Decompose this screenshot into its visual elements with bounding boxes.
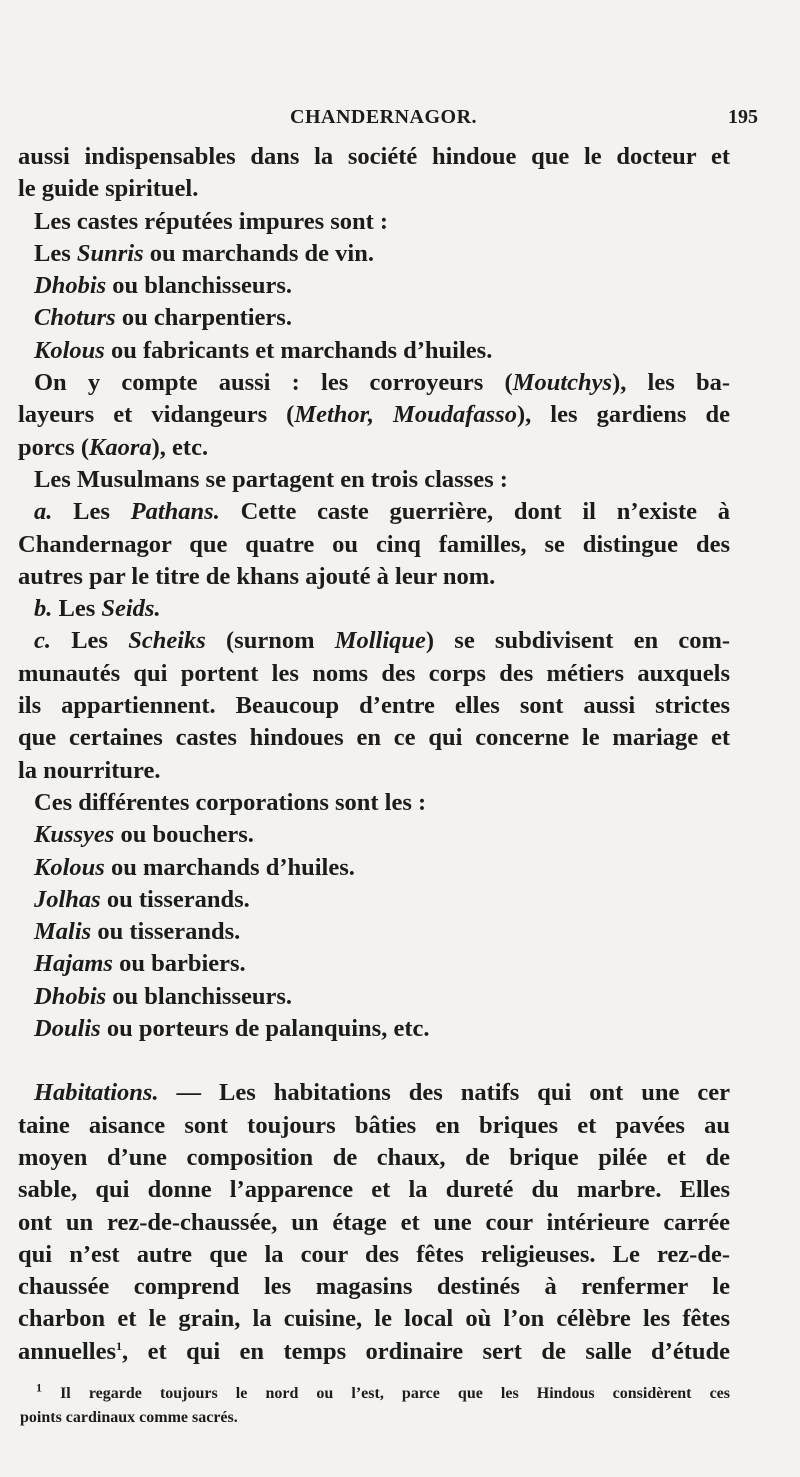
text-run: points cardinaux comme sacrés. xyxy=(20,1409,238,1426)
text-run: Les xyxy=(51,627,129,655)
text-run: , et qui en temps ordinaire sert de salle d’étude xyxy=(122,1337,730,1365)
text-run: moyen d’une composition de chaux, de brique pilée et de xyxy=(18,1143,730,1171)
text-line xyxy=(18,1142,730,1174)
text-run: On y compte aussi : les corroyeurs ( xyxy=(34,369,513,397)
text-line xyxy=(18,658,730,690)
page-number: 195 xyxy=(728,106,758,128)
text-run: ou blanchisseurs. xyxy=(106,272,293,300)
italic-term: Seids. xyxy=(101,595,161,623)
italic-term: Kussyes xyxy=(34,821,115,849)
italic-term: Mollique xyxy=(334,627,426,655)
text-run: ou tisserands. xyxy=(91,918,241,946)
text-run: Ces différentes corporations sont les : xyxy=(34,788,427,816)
footnote-line xyxy=(20,1382,730,1406)
text-line xyxy=(18,561,730,593)
text-run: qui n’est autre que la cour des fêtes religieuses. Le rez-de- xyxy=(18,1240,730,1268)
text-line xyxy=(18,270,730,302)
text-line xyxy=(18,884,730,916)
italic-term: Methor, Moudafasso xyxy=(294,401,517,429)
text-line xyxy=(18,1013,730,1045)
footnote-marker: 1 xyxy=(116,1338,123,1353)
italic-term: Kolous xyxy=(34,853,105,881)
text-run: ou tisserands. xyxy=(100,885,250,913)
italic-term: Kolous xyxy=(34,336,105,364)
text-run: ils appartiennent. Beaucoup d’entre elles sont aussi strictes xyxy=(18,692,730,720)
text-run: porcs ( xyxy=(18,433,89,461)
text-run: la nourriture. xyxy=(18,756,161,784)
footnote-marker: 1 xyxy=(36,1382,42,1395)
italic-term: Pathans. xyxy=(130,498,220,526)
text-run: Les xyxy=(52,498,131,526)
text-run: layeurs et vidangeurs ( xyxy=(18,401,295,429)
text-run: ), les gardiens de xyxy=(516,401,730,429)
page-header xyxy=(0,106,800,136)
text-run: chaussée comprend les magasins destinés à renfermer le xyxy=(18,1273,730,1301)
text-run: sable, qui donne l’apparence et la dureté du marbre. Elles xyxy=(18,1176,730,1204)
text-run: Les castes réputées impures sont : xyxy=(34,207,389,235)
text-run: taine aisance sont toujours bâties en briques et pavées au xyxy=(18,1111,730,1139)
italic-term: Habitations. xyxy=(34,1079,159,1107)
text-line xyxy=(18,302,730,334)
text-line xyxy=(18,916,730,948)
text-run: ou barbiers. xyxy=(112,950,246,978)
text-line xyxy=(18,1174,730,1206)
text-line xyxy=(18,755,730,787)
text-line xyxy=(18,529,730,561)
footnotes xyxy=(20,1382,730,1430)
text-line xyxy=(18,625,730,657)
text-line xyxy=(18,1239,730,1271)
italic-term: Kaora xyxy=(89,433,152,461)
text-run: ou marchands de vin. xyxy=(143,239,374,267)
text-run: ou porteurs de palanquins, etc. xyxy=(100,1015,430,1043)
text-run: ou charpentiers. xyxy=(115,304,292,332)
text-run: ), etc. xyxy=(151,433,209,461)
text-line xyxy=(18,852,730,884)
text-run: (surnom xyxy=(205,627,335,655)
text-run: munautés qui portent les noms des corps des métiers auxquels xyxy=(18,659,730,687)
text-run: aussi indispensables dans la société hindoue que le docteur et xyxy=(18,143,730,170)
text-line xyxy=(18,948,730,980)
text-line xyxy=(18,690,730,722)
text-line xyxy=(18,1303,730,1335)
text-line xyxy=(18,1110,730,1142)
text-run: Cette caste guerrière, dont il n’existe à xyxy=(219,498,730,526)
text-line xyxy=(18,981,730,1013)
italic-term: Moutchys xyxy=(512,369,613,397)
italic-term: Jolhas xyxy=(34,885,101,913)
text-line xyxy=(18,593,730,625)
text-run: ) se subdivisent en com- xyxy=(425,627,730,655)
text-line xyxy=(18,1336,730,1368)
body-text xyxy=(18,141,730,1368)
text-run: annuelles xyxy=(18,1337,117,1365)
italic-term: Hajams xyxy=(34,950,113,978)
italic-term: a. xyxy=(34,498,53,526)
text-line xyxy=(18,722,730,754)
text-line xyxy=(18,1271,730,1303)
text-line xyxy=(18,1077,730,1109)
text-line xyxy=(18,335,730,367)
italic-term: Scheiks xyxy=(128,627,206,655)
italic-term: Malis xyxy=(34,918,92,946)
text-line xyxy=(18,141,730,173)
text-line xyxy=(18,819,730,851)
text-line xyxy=(18,206,730,238)
text-line xyxy=(18,173,730,205)
text-run: ont un rez-de-chaussée, un étage et une cour intérieure carrée xyxy=(18,1208,730,1236)
text-run: ou fabricants et marchands d’huiles. xyxy=(104,336,493,364)
text-run: autres par le titre de khans ajouté à leur nom. xyxy=(18,562,496,590)
footnote-line xyxy=(20,1406,730,1430)
text-line xyxy=(18,496,730,528)
text-line xyxy=(18,432,730,464)
text-run: — Les habitations des natifs qui ont une cer xyxy=(158,1079,730,1107)
text-run: Les xyxy=(52,595,102,623)
text-line xyxy=(18,787,730,819)
text-line xyxy=(18,238,730,270)
text-line xyxy=(18,367,730,399)
text-run: Il regarde toujours le nord ou l’est, parce que les Hindous considèrent ces xyxy=(42,1385,730,1402)
paragraph-gap xyxy=(18,1045,730,1077)
italic-term: b. xyxy=(34,595,53,623)
text-run: ), les ba- xyxy=(612,369,730,397)
text-run: Chandernagor que quatre ou cinq familles, se distingue des xyxy=(18,530,730,558)
text-line xyxy=(18,1207,730,1239)
text-run: que certaines castes hindoues en ce qui concerne le mariage et xyxy=(18,724,730,752)
text-run: Les xyxy=(34,239,77,267)
text-run: charbon et le grain, la cuisine, le local où l’on célèbre les fêtes xyxy=(18,1305,730,1333)
text-line xyxy=(18,399,730,431)
text-run: Les Musulmans se partagent en trois classes : xyxy=(34,465,508,493)
text-run: ou marchands d’huiles. xyxy=(104,853,355,881)
italic-term: c. xyxy=(34,627,51,655)
text-run: ou bouchers. xyxy=(114,821,254,849)
text-line xyxy=(18,464,730,496)
text-run: le guide spirituel. xyxy=(18,175,199,203)
italic-term: Dhobis xyxy=(34,982,107,1010)
running-title: CHANDERNAGOR. xyxy=(290,106,478,128)
italic-term: Doulis xyxy=(34,1015,101,1043)
italic-term: Sunris xyxy=(76,239,144,267)
italic-term: Choturs xyxy=(34,304,116,332)
italic-term: Dhobis xyxy=(34,272,107,300)
text-run: ou blanchisseurs. xyxy=(106,982,293,1010)
